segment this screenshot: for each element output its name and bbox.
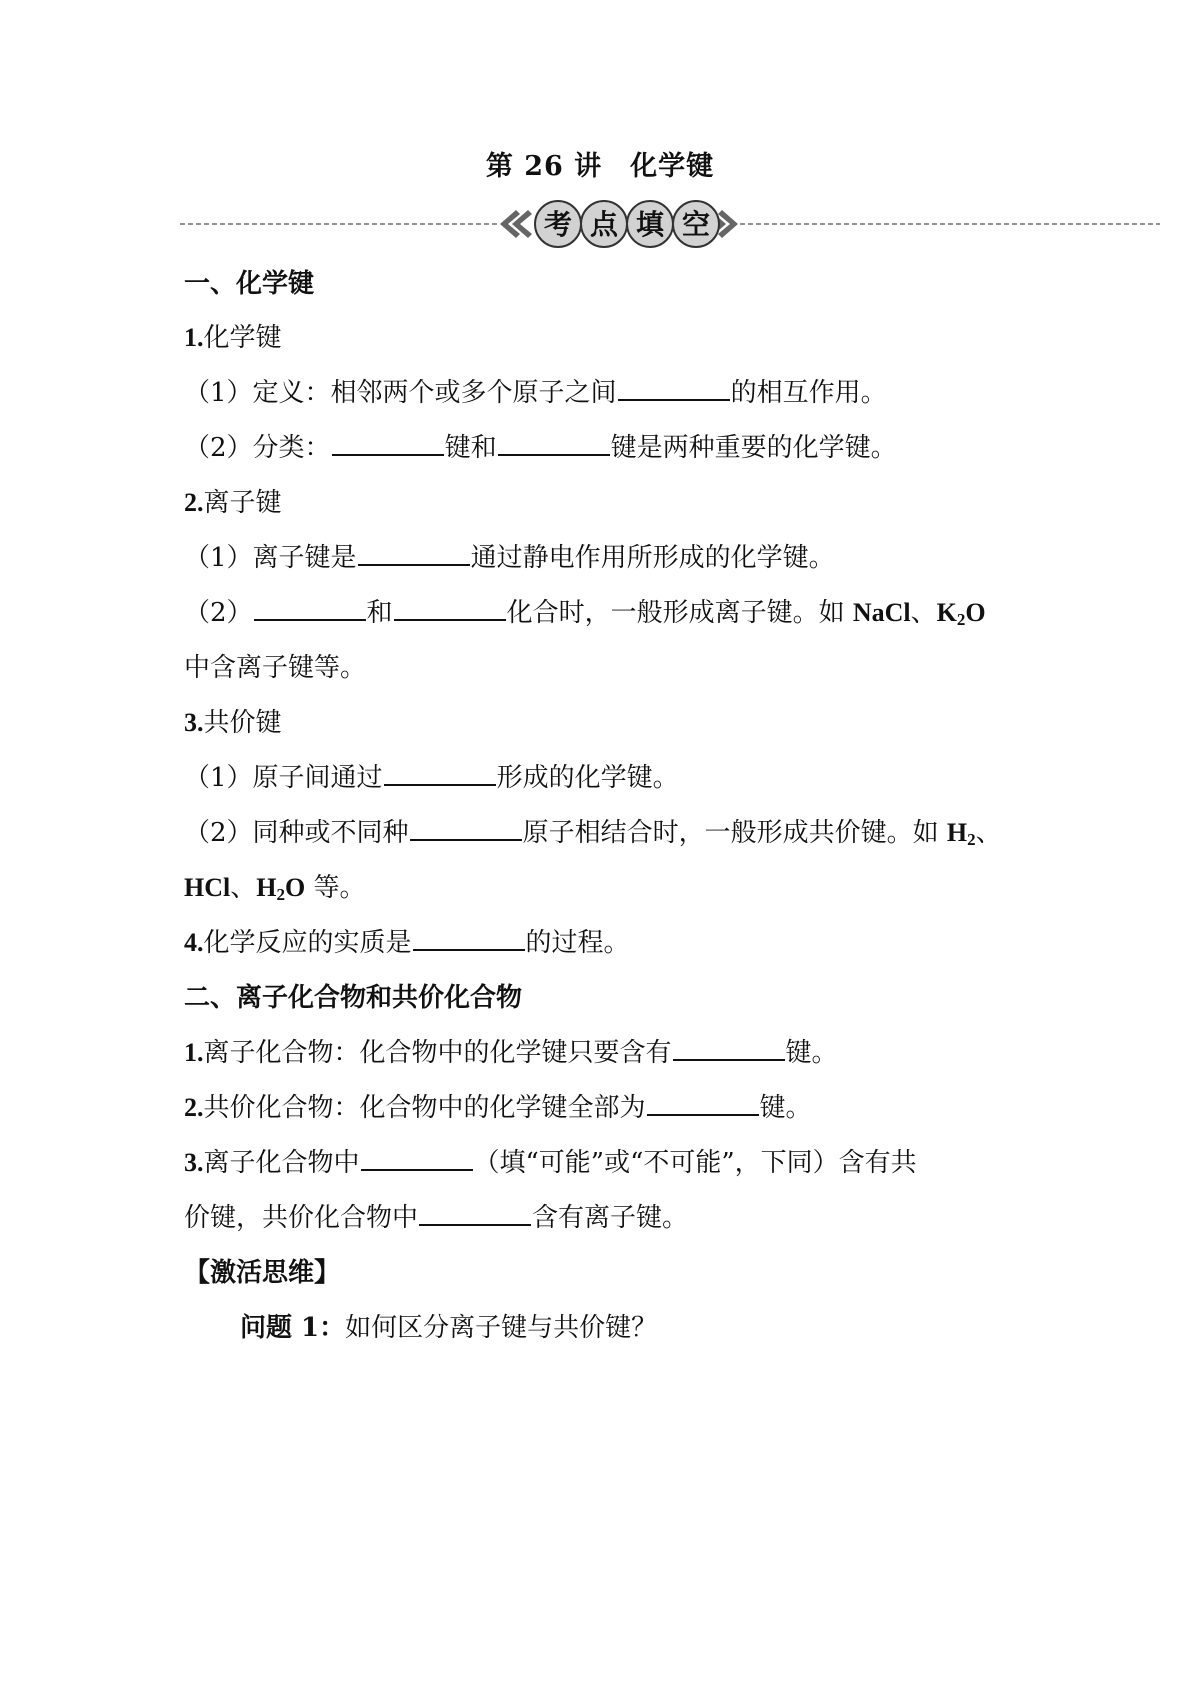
- item-text: 共价键: [203, 708, 282, 738]
- fill-blank[interactable]: [361, 1143, 473, 1171]
- item-3-2: [184, 813, 1002, 860]
- sub-number: （2）: [184, 433, 253, 463]
- line-text: 原子间通过: [252, 763, 383, 793]
- separator: 、: [230, 873, 257, 903]
- line-text: 原子相结合时，一般形成共价键。如: [522, 818, 947, 848]
- line-text: 键。: [759, 1093, 812, 1123]
- formula-nacl: NaCl: [852, 598, 911, 627]
- item-2-2: [184, 593, 986, 640]
- sub-number: （2）: [184, 598, 253, 628]
- formula-h2o: $H_2O$: [256, 873, 306, 904]
- fill-blank[interactable]: [254, 593, 366, 621]
- item-number: 3.: [184, 708, 204, 737]
- fill-blank[interactable]: [647, 1088, 759, 1116]
- item-3-heading: [184, 703, 282, 743]
- item-3-1: [184, 758, 679, 798]
- line-text: 形成的化学键。: [496, 763, 679, 793]
- fill-blank[interactable]: [419, 1198, 531, 1226]
- separator: 、: [910, 598, 937, 628]
- fill-blank[interactable]: [673, 1033, 785, 1061]
- activate-heading: 【激活思维】: [184, 1258, 341, 1288]
- section-2-heading: 二、离子化合物和共价化合物: [184, 983, 523, 1013]
- item-2-heading: [184, 483, 282, 523]
- s2-item-1: [184, 1033, 838, 1073]
- banner-char-4: 空: [681, 208, 711, 241]
- line-text: 离子化合物中: [203, 1148, 360, 1178]
- line-text: 化合时，一般形成离子键。如: [506, 598, 853, 628]
- item-number: 2.: [184, 488, 204, 517]
- line-text: 通过静电作用所形成的化学键。: [470, 543, 835, 573]
- section-1-heading: 一、化学键: [184, 269, 315, 299]
- line-text: 含有离子键。: [532, 1203, 689, 1233]
- line-text: 键和: [444, 433, 497, 463]
- sub-number: （1）: [184, 543, 253, 573]
- s2-item-3-cont: [184, 1198, 688, 1238]
- line-text: 价键，共价化合物中: [184, 1203, 419, 1233]
- line-text: 化学反应的实质是: [203, 928, 412, 958]
- sub-number: （2）: [184, 818, 253, 848]
- item-text: 化学键: [203, 323, 282, 353]
- formula-h2: $H_2$: [946, 818, 976, 849]
- banner-char-1: 考: [543, 208, 573, 241]
- fill-blank[interactable]: [618, 373, 730, 401]
- sub-number: （1）: [184, 763, 253, 793]
- s2-item-3: [184, 1143, 917, 1183]
- item-1-2: [184, 428, 897, 468]
- fill-blank[interactable]: [413, 923, 525, 951]
- item-number: 1.: [184, 323, 204, 352]
- item-number: 2.: [184, 1093, 204, 1122]
- line-text: 离子键是: [252, 543, 357, 573]
- question-1: [240, 1308, 657, 1348]
- page-title: 第 26 讲 化学键: [485, 151, 715, 182]
- fill-blank[interactable]: [410, 813, 522, 841]
- line-text: （填“可能”或“不可能”，下同）含有共: [473, 1148, 917, 1178]
- item-4: [184, 923, 630, 963]
- sub-number: （1）: [184, 378, 253, 408]
- formula-k2o: $K_2O$: [936, 598, 986, 629]
- left-arrow-icon: [500, 210, 532, 238]
- item-2-2-cont: 中含离子键等。: [184, 653, 367, 683]
- fill-blank[interactable]: [332, 428, 444, 456]
- item-1-heading: [184, 318, 282, 358]
- line-text: 分类：: [252, 433, 331, 463]
- formula-hcl: HCl: [184, 873, 231, 902]
- s2-item-2: [184, 1088, 812, 1128]
- question-text: 如何区分离子键与共价键？: [345, 1313, 658, 1343]
- banner-graphic: [180, 196, 1160, 252]
- line-text: 的过程。: [525, 928, 630, 958]
- item-2-1: [184, 538, 835, 578]
- item-number: 3.: [184, 1148, 204, 1177]
- banner-char-2: 点: [589, 208, 619, 241]
- item-text: 离子键: [203, 488, 282, 518]
- fill-blank[interactable]: [358, 538, 470, 566]
- line-text: 等。: [305, 873, 366, 903]
- line-text: 离子化合物：化合物中的化学键只要含有: [203, 1038, 672, 1068]
- line-text: 键。: [785, 1038, 838, 1068]
- section-banner: [180, 196, 1160, 252]
- item-number: 1.: [184, 1038, 204, 1067]
- line-text: 键是两种重要的化学键。: [610, 433, 897, 463]
- banner-char-3: 填: [635, 208, 665, 241]
- separator: 、: [975, 818, 1002, 848]
- fill-blank[interactable]: [498, 428, 610, 456]
- question-label: 问题 1：: [240, 1313, 346, 1343]
- line-text: 定义：相邻两个或多个原子之间: [252, 378, 617, 408]
- line-text: 和: [366, 598, 393, 628]
- line-text: 共价化合物：化合物中的化学键全部为: [203, 1093, 646, 1123]
- line-text: 的相互作用。: [730, 378, 887, 408]
- item-number: 4.: [184, 928, 204, 957]
- fill-blank[interactable]: [394, 593, 506, 621]
- item-3-2-cont: [184, 868, 365, 915]
- fill-blank[interactable]: [384, 758, 496, 786]
- item-1-1: [184, 373, 887, 413]
- line-text: 同种或不同种: [252, 818, 409, 848]
